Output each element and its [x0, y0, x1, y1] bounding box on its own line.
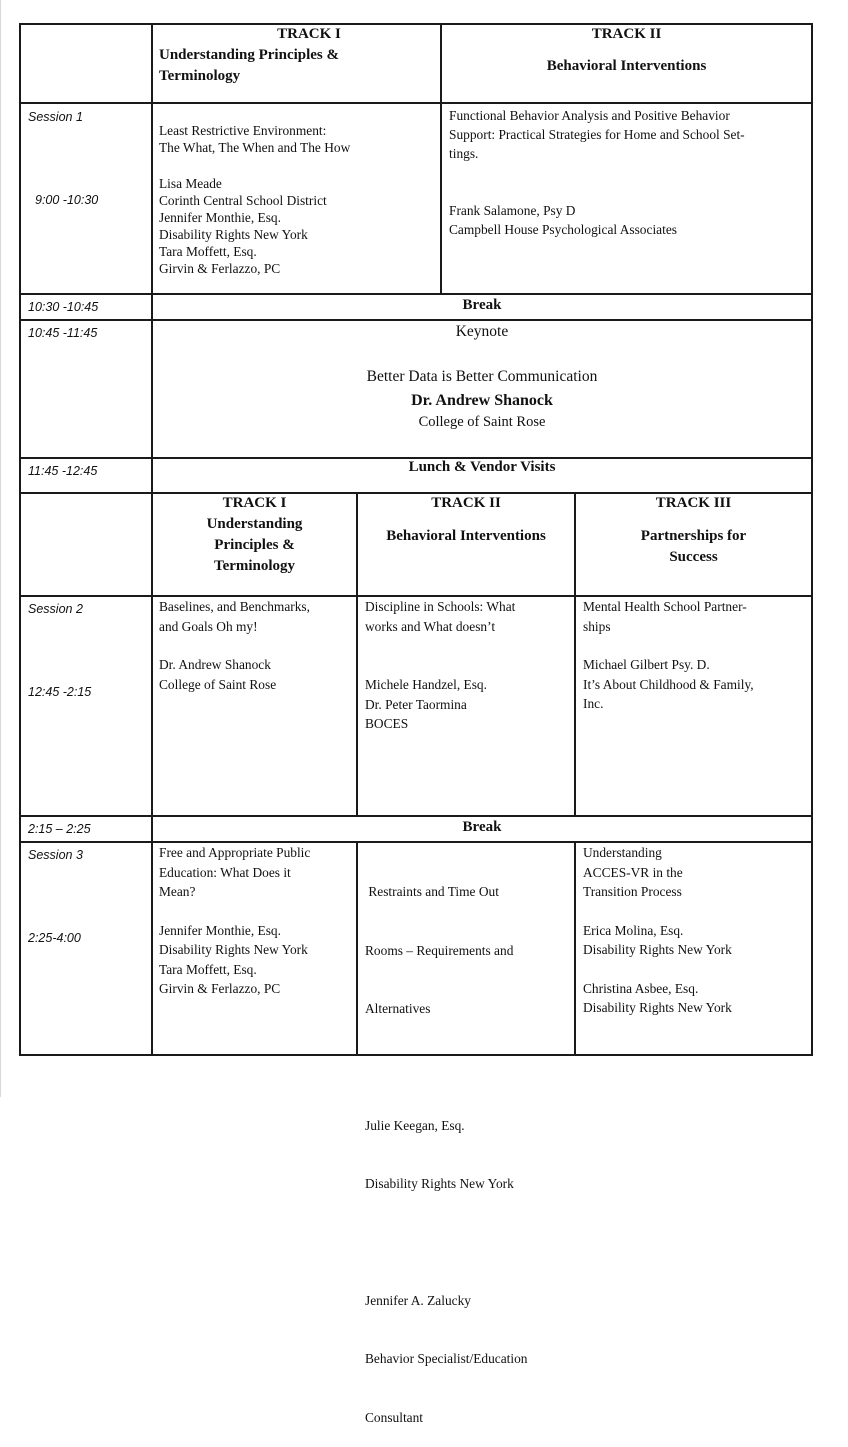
track-label: TRACK II [431, 495, 501, 511]
talk-title-line: The What, The When and The How [159, 140, 351, 155]
presenter-line: Disability Rights New York [159, 227, 308, 242]
break-label: Break [462, 297, 502, 313]
lunch-time: 11:45 -12:45 [28, 464, 98, 478]
presenter-line: College of Saint Rose [159, 676, 277, 692]
talk-title-line: Baselines, and Benchmarks, [159, 599, 310, 614]
track-title-line: Success [669, 549, 718, 565]
break-label: Break [462, 819, 502, 835]
track-title-line: Principles & [214, 537, 295, 553]
talk-title-line: Mean? [159, 884, 196, 899]
presenter-line: Michele Handzel, Esq. [365, 677, 487, 692]
session-label: Session 2 [28, 602, 83, 616]
presenter-line: Disability Rights New York [583, 1000, 732, 1015]
grid-line [19, 23, 21, 1056]
session1-track1 [159, 122, 437, 277]
track2-header [358, 493, 574, 547]
presenter-line: Erica Molina, Esq. [583, 922, 684, 938]
track-title-line: Terminology [213, 558, 296, 574]
talk-title-line: works and What doesn’t [365, 618, 496, 634]
presenter-line: Lisa Meade [159, 176, 222, 191]
session1-track2 [449, 106, 807, 239]
keynote-heading: Keynote [455, 323, 509, 340]
grid-line [19, 319, 813, 321]
talk-title-line: Support: Practical Strategies for Home and School Set- [449, 127, 745, 142]
session2-track2 [365, 597, 572, 734]
track1-header [159, 24, 437, 87]
break-time: 10:30 -10:45 [28, 300, 99, 314]
presenter-line: Consultant [365, 1409, 424, 1425]
track-title-line: Understanding [206, 516, 303, 532]
talk-title-line: and Goals Oh my! [159, 618, 258, 634]
track-title: Behavioral Interventions [546, 58, 707, 74]
presenter-line: Tara Moffett, Esq. [159, 961, 257, 977]
presenter-line: Dr. Andrew Shanock [159, 657, 271, 672]
talk-title-line: Restraints and Time Out [365, 884, 499, 899]
talk-title-line: Rooms – Requirements and [365, 942, 514, 958]
track1-header [153, 493, 356, 577]
keynote-title: Better Data is Better Communication [366, 368, 598, 385]
break-time: 2:15 – 2:25 [28, 822, 91, 836]
track-label: TRACK II [591, 26, 662, 42]
talk-title-line: Free and Appropriate Public [159, 845, 311, 860]
talk-title-line: Least Restrictive Environment: [159, 123, 327, 138]
grid-line [574, 841, 576, 1056]
presenter-line: Girvin & Ferlazzo, PC [159, 981, 281, 996]
talk-title-line: Education: What Does it [159, 864, 291, 880]
presenter-line: Campbell House Psychological Associates [449, 222, 677, 237]
talk-title-line: Functional Behavior Analysis and Positive Behavior [449, 108, 730, 123]
presenter-line: Tara Moffett, Esq. [159, 244, 257, 259]
track-label: TRACK I [277, 26, 341, 42]
track2-header [442, 24, 811, 77]
presenter-line: Corinth Central School District [159, 193, 327, 208]
talk-title-line: Mental Health School Partner- [583, 599, 747, 614]
presenter-line: Inc. [583, 696, 604, 711]
session3-track2 [365, 843, 572, 1447]
session2-track1 [159, 597, 354, 694]
talk-title-line: Transition Process [583, 884, 682, 899]
track-title: Understanding Principles & Terminology [159, 47, 340, 84]
presenter-line: BOCES [365, 716, 409, 731]
presenter-line: It’s About Childhood & Family, [583, 676, 754, 692]
grid-line [811, 23, 813, 1056]
talk-title-line: tings. [449, 146, 479, 161]
talk-title-line: ACCES-VR in the [583, 864, 683, 880]
presenter-line: Girvin & Ferlazzo, PC [159, 261, 281, 276]
lunch-label: Lunch & Vendor Visits [408, 459, 556, 475]
grid-line [19, 102, 813, 104]
session-time: 2:25-4:00 [28, 931, 81, 945]
keynote-speaker: Dr. Andrew Shanock [411, 392, 553, 409]
keynote-time: 10:45 -11:45 [28, 326, 98, 340]
presenter-line: Jennifer A. Zalucky [365, 1292, 471, 1308]
keynote-affiliation: College of Saint Rose [418, 414, 546, 430]
talk-title-line: ships [583, 618, 611, 634]
talk-title-line: Understanding [583, 845, 662, 860]
presenter-line: Disability Rights New York [159, 942, 308, 957]
presenter-line: Jennifer Monthie, Esq. [159, 210, 281, 225]
presenter-line: Michael Gilbert Psy. D. [583, 657, 710, 672]
talk-title-line: Discipline in Schools: What [365, 599, 516, 614]
track-label: TRACK I [222, 495, 287, 511]
presenter-line: Julie Keegan, Esq. [365, 1117, 465, 1133]
session3-track3 [583, 843, 809, 1018]
session2-track3 [583, 597, 809, 714]
track-title-line: Partnerships for [640, 528, 747, 544]
grid-line [356, 841, 358, 1056]
session-time: 9:00 -10:30 [35, 193, 99, 207]
track-label: TRACK III [655, 495, 732, 511]
session-time: 12:45 -2:15 [28, 685, 92, 699]
presenter-line: Disability Rights New York [365, 1176, 514, 1191]
presenter-line: Disability Rights New York [583, 942, 732, 957]
track-title: Behavioral Interventions [386, 528, 546, 544]
session3-track1 [159, 843, 354, 999]
session-label: Session 1 [28, 110, 83, 124]
presenter-line: Christina Asbee, Esq. [583, 980, 699, 996]
presenter-line: Frank Salamone, Psy D [449, 203, 576, 218]
talk-title-line: Alternatives [365, 1001, 431, 1016]
track3-header [576, 493, 811, 568]
presenter-line: Dr. Peter Taormina [365, 696, 467, 712]
presenter-line: Behavior Specialist/Education [365, 1351, 528, 1366]
session-label: Session 3 [28, 848, 83, 862]
presenter-line: Jennifer Monthie, Esq. [159, 922, 281, 938]
